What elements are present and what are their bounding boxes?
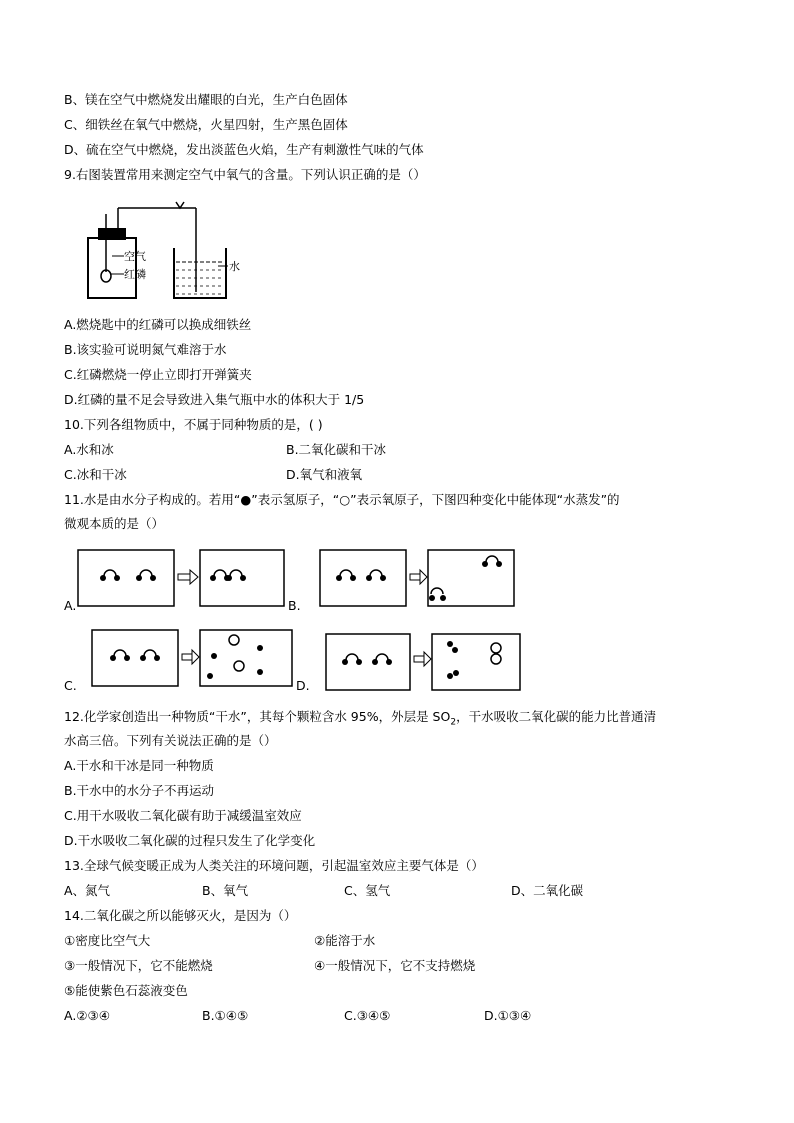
q9-option-c: C.红磷燃烧一停止立即打开弹簧夹 — [64, 367, 252, 382]
q14-statement-2: ②能溶于水 — [314, 933, 376, 948]
arrow-icon — [410, 570, 427, 584]
q9-option-a: A.燃烧匙中的红磷可以换成细铁丝 — [64, 317, 252, 332]
q10-option-b: B.二氧化碳和干冰 — [286, 442, 387, 457]
q14-option-c: C.③④⑤ — [344, 1008, 391, 1023]
q14-statement-5: ⑤能使紫色石蕊液变色 — [64, 983, 188, 998]
q13-option-a: A、氮气 — [64, 883, 111, 898]
q11-label-d: D. — [296, 678, 310, 693]
q10-option-a: A.水和冰 — [64, 442, 114, 457]
q12-option-c: C.用干水吸收二氧化碳有助于减缓温室效应 — [64, 808, 302, 823]
oxygen-measurement-apparatus-figure — [78, 200, 258, 304]
q11-label-c: C. — [64, 678, 77, 693]
arrow-icon — [414, 652, 431, 666]
q9-option-d: D.红磷的量不足会导致进入集气瓶中水的体积大于 1/5 — [64, 392, 365, 407]
label-air: 空气 — [124, 250, 146, 263]
q10-option-d: D.氧气和液氧 — [286, 467, 363, 482]
q14-statement-3: ③一般情况下，它不能燃烧 — [64, 958, 213, 973]
label-water: 水 — [229, 260, 240, 273]
q12-subscript: 2 — [450, 717, 457, 728]
q11-diagram-c — [88, 626, 298, 692]
q14-option-d: D.①③④ — [484, 1008, 532, 1023]
q11-diagram-a — [74, 546, 286, 612]
q14-statement-4: ④一般情况下，它不支持燃烧 — [314, 958, 476, 973]
q12-stem-text: 12.化学家创造出一种物质“干水”，其每个颗粒含水 95%，外层是 SO — [64, 709, 451, 724]
q13-option-c: C、氢气 — [344, 883, 391, 898]
q14-option-a: A.②③④ — [64, 1008, 110, 1023]
q12-stem-line1 — [64, 708, 656, 726]
q11-stem-line1: 11.水是由水分子构成的。若用“●”表示氢原子，“○”表示氧原子，下图四种变化中能体现“水蒸发”的 — [64, 492, 620, 507]
q12-stem-line2: 水高三倍。下列有关说法正确的是（） — [64, 733, 277, 748]
q11-diagram-b — [312, 546, 518, 612]
q14-option-b: B.①④⑤ — [202, 1008, 249, 1023]
q11-label-b: B. — [288, 598, 301, 613]
q11-label-a: A. — [64, 598, 77, 613]
q11-diagram-d — [322, 626, 530, 692]
q13-option-b: B、氧气 — [202, 883, 249, 898]
label-red-phosphorus: 红磷 — [124, 268, 146, 281]
arrow-icon — [178, 570, 198, 584]
q8-option-b: B、镁在空气中燃烧发出耀眼的白光，生产白色固体 — [64, 92, 348, 107]
q8-option-d: D、硫在空气中燃烧，发出淡蓝色火焰，生产有刺激性气味的气体 — [64, 142, 424, 157]
q11-stem-line2: 微观本质的是（） — [64, 516, 165, 531]
q13-stem: 13.全球气候变暖正成为人类关注的环境问题，引起温室效应主要气体是（） — [64, 858, 484, 873]
arrow-icon — [182, 650, 199, 664]
q8-option-c: C、细铁丝在氧气中燃烧，火星四射，生产黑色固体 — [64, 117, 348, 132]
q12-option-b: B.干水中的水分子不再运动 — [64, 783, 215, 798]
water-molecule — [100, 570, 120, 581]
q9-option-b: B.该实验可说明氮气难溶于水 — [64, 342, 227, 357]
q14-stem: 14.二氧化碳之所以能够灭火，是因为（） — [64, 908, 297, 923]
q12-stem-text-cont: ，干水吸收二氧化碳的能力比普通清 — [456, 709, 657, 724]
q12-option-d: D.干水吸收二氧化碳的过程只发生了化学变化 — [64, 833, 316, 848]
water-molecule — [136, 570, 156, 581]
q12-option-a: A.干水和干冰是同一种物质 — [64, 758, 214, 773]
q14-statement-1: ①密度比空气大 — [64, 933, 151, 948]
q10-stem: 10.下列各组物质中，不属于同种物质的是，( ) — [64, 417, 323, 432]
q13-option-d: D、二氧化碳 — [511, 883, 584, 898]
q9-stem: 9.右图装置常用来测定空气中氧气的含量。下列认识正确的是（） — [64, 167, 426, 182]
q10-option-c: C.冰和干冰 — [64, 467, 127, 482]
